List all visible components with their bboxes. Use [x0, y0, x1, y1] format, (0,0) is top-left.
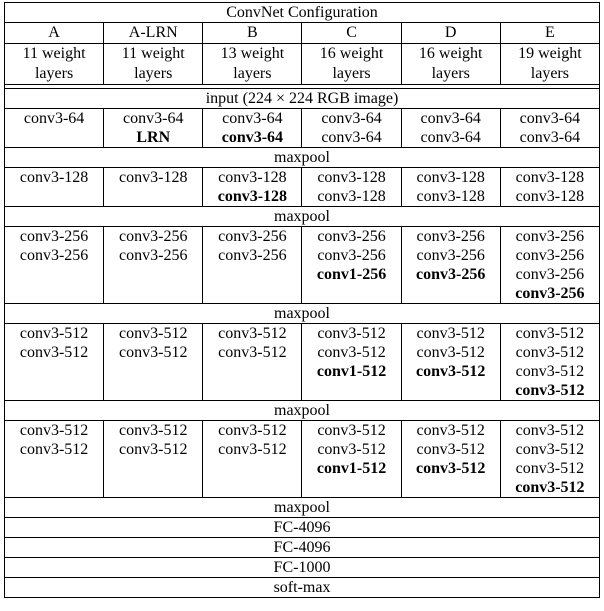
layer-cell — [5, 227, 104, 304]
column-desc — [203, 44, 302, 85]
layer-name: conv3-512 — [218, 325, 287, 342]
layer-name: conv3-512 — [515, 363, 585, 380]
column-desc-line: layers — [134, 65, 173, 82]
layer-cell — [5, 168, 104, 207]
layer-name: conv3-256 — [218, 228, 287, 245]
column-desc-line: layers — [34, 65, 74, 82]
layer-cell — [500, 227, 599, 304]
layer-name: conv3-512 — [515, 382, 585, 399]
layer-name: conv3-512 — [416, 460, 486, 477]
layer-name: conv3-512 — [416, 325, 485, 342]
final-layer-1: maxpool — [5, 498, 600, 518]
layer-name: conv3-128 — [119, 169, 188, 186]
column-name: B — [203, 23, 302, 44]
layer-name: conv3-512 — [19, 441, 89, 458]
layer-name: conv3-512 — [119, 325, 188, 342]
layer-cell — [302, 421, 401, 498]
layer-name: conv3-512 — [515, 325, 585, 342]
layer-name: conv3-512 — [317, 441, 386, 458]
layer-name: conv3-64 — [321, 110, 382, 127]
maxpool-layer: maxpool — [5, 207, 600, 227]
final-layer-1-row — [5, 498, 600, 518]
layer-cell — [203, 421, 302, 498]
column-name: C — [302, 23, 401, 44]
layer-name: conv3-256 — [515, 228, 585, 245]
maxpool-layer-row — [5, 401, 600, 421]
column-desc — [104, 44, 203, 85]
layer-name: conv3-128 — [218, 169, 287, 186]
layer-cell — [203, 168, 302, 207]
column-desc-line: 13 weight — [220, 45, 285, 62]
table-title-row — [5, 3, 600, 23]
layer-name: conv3-512 — [515, 422, 585, 439]
layer-cell — [302, 227, 401, 304]
input-layer-row — [5, 89, 600, 109]
layer-name: conv3-128 — [416, 169, 485, 186]
layer-name: conv3-256 — [317, 228, 386, 245]
final-layer-3-row — [5, 538, 600, 558]
column-desc — [500, 44, 599, 85]
layer-name: conv3-256 — [515, 266, 585, 283]
column-desc-line: layers — [332, 65, 371, 82]
layer-name: conv3-512 — [19, 422, 89, 439]
layer-name: conv3-128 — [19, 169, 89, 186]
column-desc-line: 11 weight — [22, 45, 86, 62]
final-layer-2: FC-4096 — [5, 518, 600, 538]
layer-name: conv3-512 — [119, 344, 188, 361]
layer-cell — [203, 227, 302, 304]
layer-name: conv3-512 — [317, 325, 386, 342]
layer-name: conv3-64 — [519, 129, 581, 146]
layer-name: conv3-512 — [19, 325, 89, 342]
layer-name: conv3-64 — [420, 129, 481, 146]
layer-name: conv3-128 — [515, 188, 585, 205]
final-layer-4-row — [5, 558, 600, 578]
layer-cell — [104, 227, 203, 304]
layer-name: conv3-512 — [218, 422, 287, 439]
column-desc — [401, 44, 500, 85]
table-title: ConvNet Configuration — [5, 3, 600, 23]
layer-name: conv3-128 — [515, 169, 585, 186]
layer-name: conv3-64 — [23, 110, 85, 127]
column-desc — [5, 44, 104, 85]
layer-name: conv3-64 — [123, 110, 184, 127]
layer-name: conv1-256 — [316, 266, 387, 283]
final-layer-5-row — [5, 578, 600, 598]
layer-name: conv3-64 — [420, 110, 481, 127]
layer-cell — [5, 421, 104, 498]
maxpool-layer: maxpool — [5, 401, 600, 421]
layer-name: conv3-128 — [317, 169, 386, 186]
layer-name: conv3-512 — [515, 441, 585, 458]
final-layer-2-row — [5, 518, 600, 538]
layer-name: conv3-256 — [416, 266, 486, 283]
layer-name: conv1-512 — [316, 460, 387, 477]
column-desc — [302, 44, 401, 85]
layer-cell — [104, 168, 203, 207]
maxpool-layer-row — [5, 148, 600, 168]
column-desc-line: 16 weight — [418, 45, 483, 62]
layer-name: conv3-256 — [119, 228, 188, 245]
layer-name: conv3-128 — [317, 188, 386, 205]
conv-block-4 — [5, 324, 600, 401]
layer-name: conv3-512 — [119, 422, 188, 439]
layer-cell — [203, 109, 302, 148]
input-layer: input (224 × 224 RGB image) — [5, 89, 600, 109]
maxpool-layer: maxpool — [5, 148, 600, 168]
layer-cell — [500, 168, 599, 207]
layer-name: conv3-256 — [416, 228, 485, 245]
column-name: A-LRN — [104, 23, 203, 44]
column-name: A — [5, 23, 104, 44]
layer-cell — [104, 109, 203, 148]
layer-name: conv3-128 — [416, 188, 485, 205]
layer-cell — [302, 168, 401, 207]
final-layer-5: soft-max — [5, 578, 600, 598]
maxpool-layer-row — [5, 304, 600, 324]
layer-cell — [5, 324, 104, 401]
layer-name: conv3-256 — [218, 247, 287, 264]
column-desc-line: layers — [233, 65, 272, 82]
layer-cell — [401, 109, 500, 148]
layer-cell — [500, 109, 599, 148]
layer-cell — [5, 109, 104, 148]
layer-name: conv3-512 — [19, 344, 89, 361]
convnet-configuration-table — [4, 2, 600, 598]
layer-name: conv3-512 — [416, 344, 485, 361]
layer-name: conv3-256 — [416, 247, 485, 264]
layer-name: conv3-512 — [515, 460, 585, 477]
layer-name: conv3-512 — [515, 344, 585, 361]
layer-name: conv3-512 — [317, 344, 386, 361]
layer-cell — [302, 324, 401, 401]
layer-name: LRN — [136, 129, 171, 146]
layer-name: conv3-256 — [515, 285, 585, 302]
final-layer-4: FC-1000 — [5, 558, 600, 578]
maxpool-layer-row — [5, 207, 600, 227]
layer-cell — [401, 324, 500, 401]
maxpool-layer: maxpool — [5, 304, 600, 324]
column-desc-row — [5, 44, 600, 85]
layer-name: conv3-64 — [221, 129, 284, 146]
layer-name: conv3-512 — [416, 363, 486, 380]
layer-name: conv3-512 — [515, 479, 585, 496]
conv-block-1 — [5, 109, 600, 148]
layer-cell — [401, 227, 500, 304]
layer-name: conv3-256 — [19, 228, 89, 245]
layer-name: conv3-64 — [222, 110, 283, 127]
layer-name: conv3-256 — [317, 247, 386, 264]
conv-block-3 — [5, 227, 600, 304]
column-name: D — [401, 23, 500, 44]
column-desc-line: 11 weight — [121, 45, 185, 62]
column-names-row — [5, 23, 600, 44]
layer-name: conv3-512 — [416, 422, 485, 439]
layer-cell — [104, 421, 203, 498]
column-desc-line: 16 weight — [319, 45, 384, 62]
layer-cell — [401, 421, 500, 498]
conv-block-5 — [5, 421, 600, 498]
layer-name: conv3-512 — [119, 441, 188, 458]
layer-cell — [500, 421, 599, 498]
layer-name: conv3-512 — [218, 344, 287, 361]
layer-name: conv3-256 — [119, 247, 188, 264]
layer-name: conv3-512 — [416, 441, 485, 458]
final-layer-3: FC-4096 — [5, 538, 600, 558]
layer-cell — [500, 324, 599, 401]
layer-cell — [104, 324, 203, 401]
column-name: E — [500, 23, 599, 44]
layer-cell — [203, 324, 302, 401]
layer-name: conv3-256 — [19, 247, 89, 264]
layer-cell — [302, 109, 401, 148]
column-desc-line: layers — [530, 65, 569, 82]
layer-name: conv3-256 — [515, 247, 585, 264]
layer-name: conv3-512 — [218, 441, 287, 458]
column-desc-line: 19 weight — [518, 45, 582, 62]
column-desc-line: layers — [431, 65, 470, 82]
layer-name: conv3-64 — [321, 129, 382, 146]
layer-name: conv3-64 — [519, 110, 581, 127]
layer-name: conv1-512 — [316, 363, 387, 380]
conv-block-2 — [5, 168, 600, 207]
layer-name: conv3-512 — [317, 422, 386, 439]
layer-cell — [401, 168, 500, 207]
layer-name: conv3-128 — [217, 188, 288, 205]
